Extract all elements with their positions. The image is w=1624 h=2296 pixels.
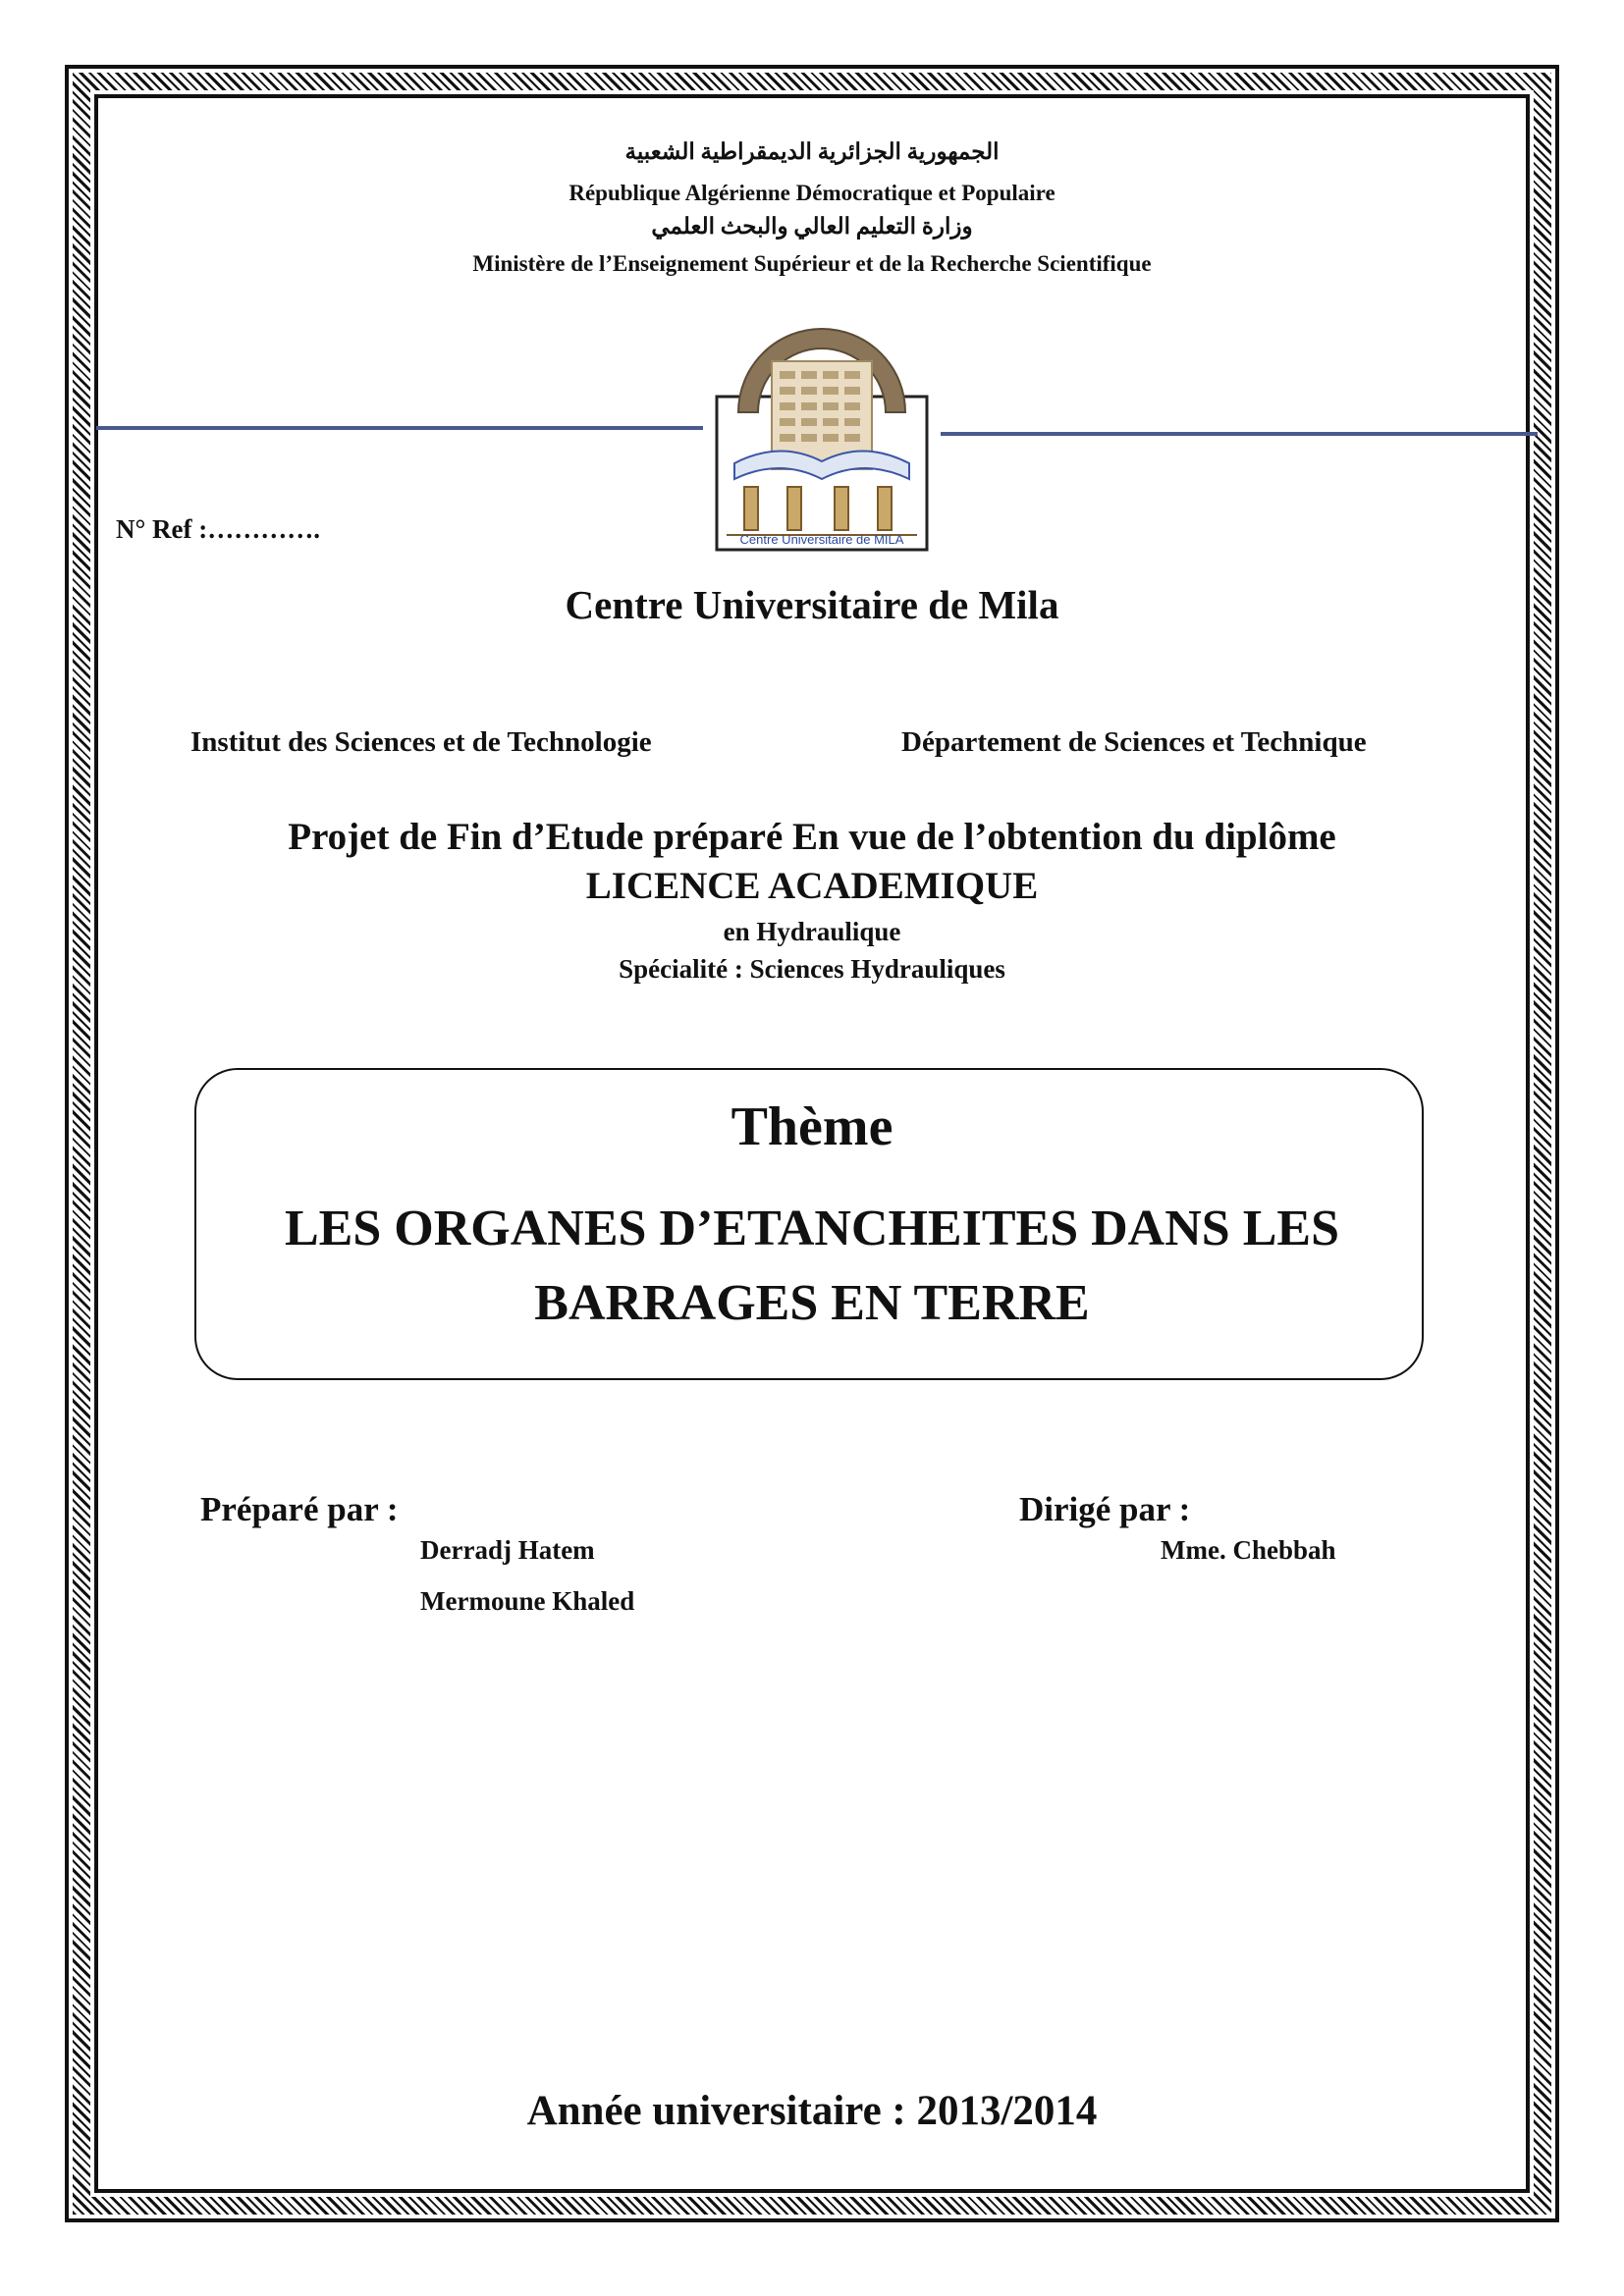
department-name: Département de Sciences et Technique — [901, 726, 1367, 758]
specialty: Spécialité : Sciences Hydrauliques — [619, 954, 1005, 984]
project-description: Projet de Fin d’Etude préparé En vue de l’obtention du diplôme — [288, 816, 1336, 858]
arabic-republic-heading: الجمهورية الجزائرية الديمقراطية الشعبية — [624, 139, 1000, 164]
author-name: Derradj Hatem — [420, 1535, 595, 1565]
theme-title-line-2: BARRAGES EN TERRE — [534, 1275, 1090, 1331]
author-name: Mermoune Khaled — [420, 1586, 635, 1616]
academic-year: Année universitaire : 2013/2014 — [526, 2088, 1098, 2134]
republic-heading: République Algérienne Démocratique et Populaire — [568, 181, 1056, 205]
theme-title-line-1: LES ORGANES D’ETANCHEITES DANS LES — [285, 1201, 1339, 1256]
ministry-heading: Ministère de l’Enseignement Supérieur et de la Recherche Scientifique — [472, 251, 1152, 276]
supervisor-name: Mme. Chebbah — [1161, 1535, 1336, 1565]
field-of-study: en Hydraulique — [723, 917, 901, 946]
reference-number: N° Ref :…………. — [116, 514, 321, 544]
degree-title: LICENCE ACADEMIQUE — [585, 865, 1039, 907]
university-name: Centre Universitaire de Mila — [565, 582, 1059, 627]
theme-label: Thème — [731, 1096, 893, 1157]
institute-name: Institut des Sciences et de Technologie — [190, 726, 652, 758]
directed-by-label: Dirigé par : — [1019, 1490, 1191, 1528]
university-logo — [711, 314, 933, 556]
prepared-by-label: Préparé par : — [200, 1490, 399, 1528]
header-rule-left — [96, 426, 703, 430]
arabic-ministry-heading: وزارة التعليم العالي والبحث العلمي — [651, 214, 973, 239]
header-rule-right — [941, 432, 1538, 436]
university-building-icon — [711, 314, 933, 556]
logo-caption: Centre Universitaire de MILA — [739, 532, 904, 547]
